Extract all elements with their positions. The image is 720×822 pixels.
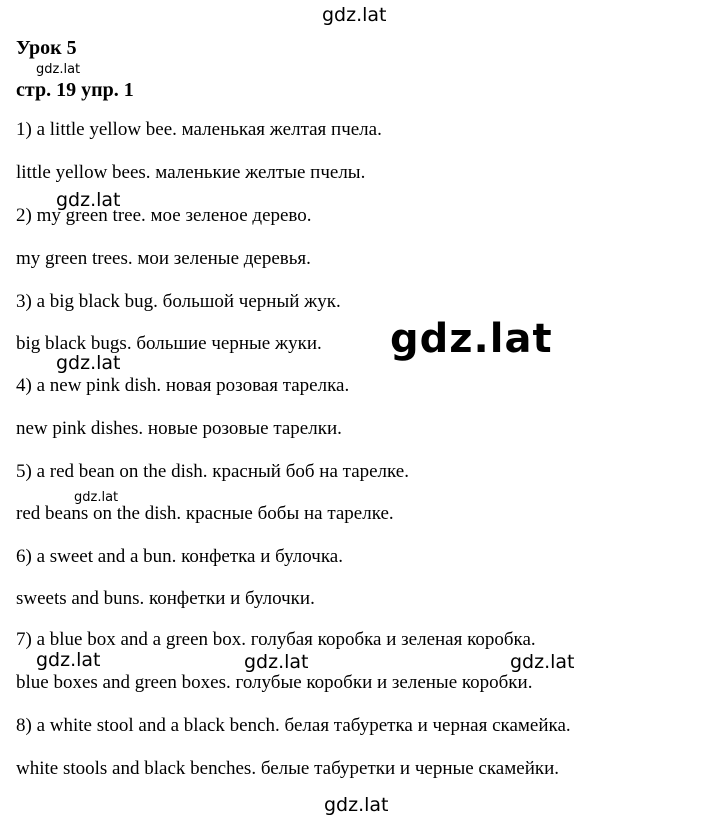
watermark: gdz.lat	[36, 649, 101, 671]
exercise-line-5: 3) a big black bug. большой черный жук.	[16, 291, 341, 312]
exercise-line-12: sweets and buns. конфетки и булочки.	[16, 588, 315, 609]
watermark: gdz.lat	[56, 189, 121, 211]
watermark-small: gdz.lat	[74, 490, 119, 505]
watermark-small: gdz.lat	[36, 62, 81, 77]
exercise-line-1: 1) a little yellow bee. маленькая желтая пчела.	[16, 119, 382, 140]
page-reference: стр. 19 упр. 1	[16, 79, 134, 101]
exercise-line-8: new pink dishes. новые розовые тарелки.	[16, 418, 342, 439]
exercise-line-15: 8) a white stool and a black bench. белая табуретка и черная скамейка.	[16, 715, 571, 736]
exercise-line-11: 6) a sweet and a bun. конфетка и булочка.	[16, 546, 343, 567]
exercise-line-4: my green trees. мои зеленые деревья.	[16, 248, 311, 269]
exercise-line-10: red beans on the dish. красные бобы на тарелке.	[16, 503, 394, 524]
exercise-line-14: blue boxes and green boxes. голубые коробки и зеленые коробки.	[16, 672, 533, 693]
exercise-line-3: 2) my green tree. мое зеленое дерево.	[16, 205, 312, 226]
watermark-bottom: gdz.lat	[324, 794, 389, 816]
exercise-line-13: 7) a blue box and a green box. голубая коробка и зеленая коробка.	[16, 629, 536, 650]
watermark: gdz.lat	[56, 352, 121, 374]
exercise-line-6: big black bugs. большие черные жуки.	[16, 333, 322, 354]
watermark: gdz.lat	[244, 651, 309, 673]
watermark: gdz.lat	[510, 651, 575, 673]
exercise-line-7: 4) a new pink dish. новая розовая тарелка.	[16, 375, 350, 396]
watermark-top: gdz.lat	[322, 4, 387, 26]
exercise-line-16: white stools and black benches. белые табуретки и черные скамейки.	[16, 758, 560, 779]
exercise-line-2: little yellow bees. маленькие желтые пчелы.	[16, 162, 366, 183]
watermark-large: gdz.lat	[390, 316, 553, 362]
exercise-line-9: 5) a red bean on the dish. красный боб на тарелке.	[16, 461, 409, 482]
lesson-title: Урок 5	[16, 37, 77, 59]
